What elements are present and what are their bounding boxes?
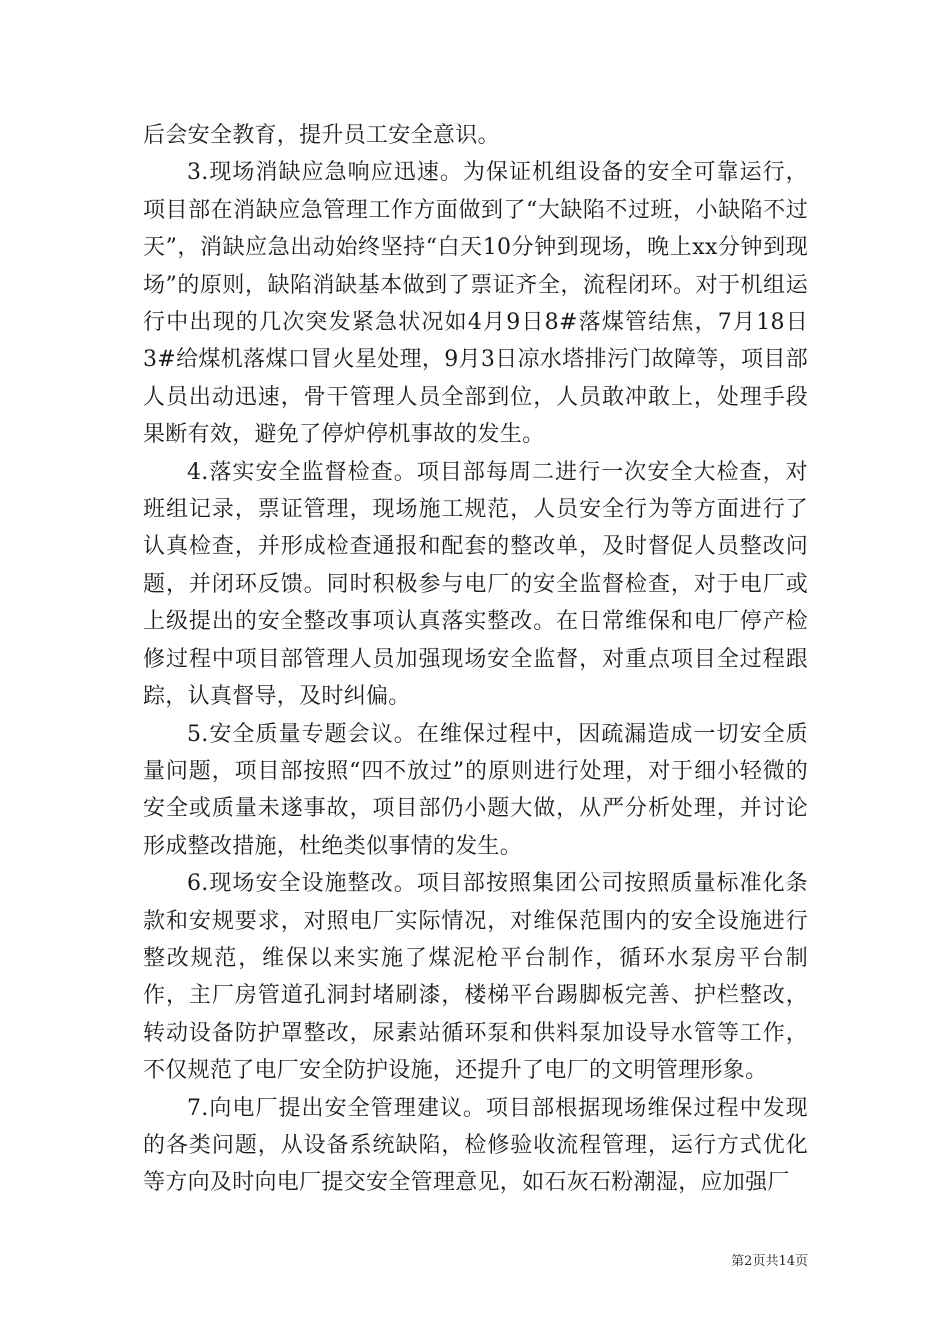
paragraph-item-4: 4.落实安全监督检查。项目部每周二进行一次安全大检查，对班组记录，票证管理，现场施工规范，人员安全行为等方面进行了认真检查，并形成检查通报和配套的整改单，及时督促人员整改问题，并闭环反馈。同时积极参与电厂的安全监督检查，对于电厂或上级提出的安全整改事项认真落实整改。在日常维保和电厂停产检修过程中项目部管理人员加强现场安全监督，对重点项目全过程跟踪，认真督导，及时纠偏。: [143, 459, 808, 710]
paragraph-item-5: 5.安全质量专题会议。在维保过程中，因疏漏造成一切安全质量问题，项目部按照“四不放过”的原则进行处理，对于细小轻微的安全或质量未遂事故，项目部仍小题大做，从严分析处理，并讨论形成整改措施，杜绝类似事情的发生。: [143, 721, 808, 859]
document-body: [143, 117, 808, 1202]
page-number-footer: 第2页共14页: [731, 1254, 808, 1269]
paragraph-item-6: 6.现场安全设施整改。项目部按照集团公司按照质量标准化条款和安规要求，对照电厂实际情况，对维保范围内的安全设施进行整改规范，维保以来实施了煤泥枪平台制作，循环水泵房平台制作，主厂房管道孔洞封堵刷漆，楼梯平台踢脚板完善、护栏整改，转动设备防护罩整改，尿素站循环泵和供料泵加设导水管等工作，不仅规范了电厂安全防护设施，还提升了电厂的文明管理形象。: [143, 871, 808, 1084]
paragraph-item-7: 7.向电厂提出安全管理建议。项目部根据现场维保过程中发现的各类问题，从设备系统缺陷，检修验收流程管理，运行方式优化等方向及时向电厂提交安全管理意见，如石灰石粉潮湿，应加强厂: [143, 1095, 808, 1196]
paragraph-continuation: 后会安全教育，提升员工安全意识。: [143, 123, 500, 148]
paragraph-item-3: 3.现场消缺应急响应迅速。为保证机组设备的安全可靠运行，项目部在消缺应急管理工作方面做到了“大缺陷不过班，小缺陷不过天”，消缺应急出动始终坚持“白天10分钟到现场，晚上xx分钟到现场”的原则，缺陷消缺基本做到了票证齐全，流程闭环。对于机组运行中出现的几次突发紧急状况如4月9日8#落煤管结焦，7月18日3#给煤机落煤口冒火星处理，9月3日凉水塔排污门故障等，项目部人员出动迅速，骨干管理人员全部到位，人员敢冲敢上，处理手段果断有效，避免了停炉停机事故的发生。: [143, 160, 808, 448]
